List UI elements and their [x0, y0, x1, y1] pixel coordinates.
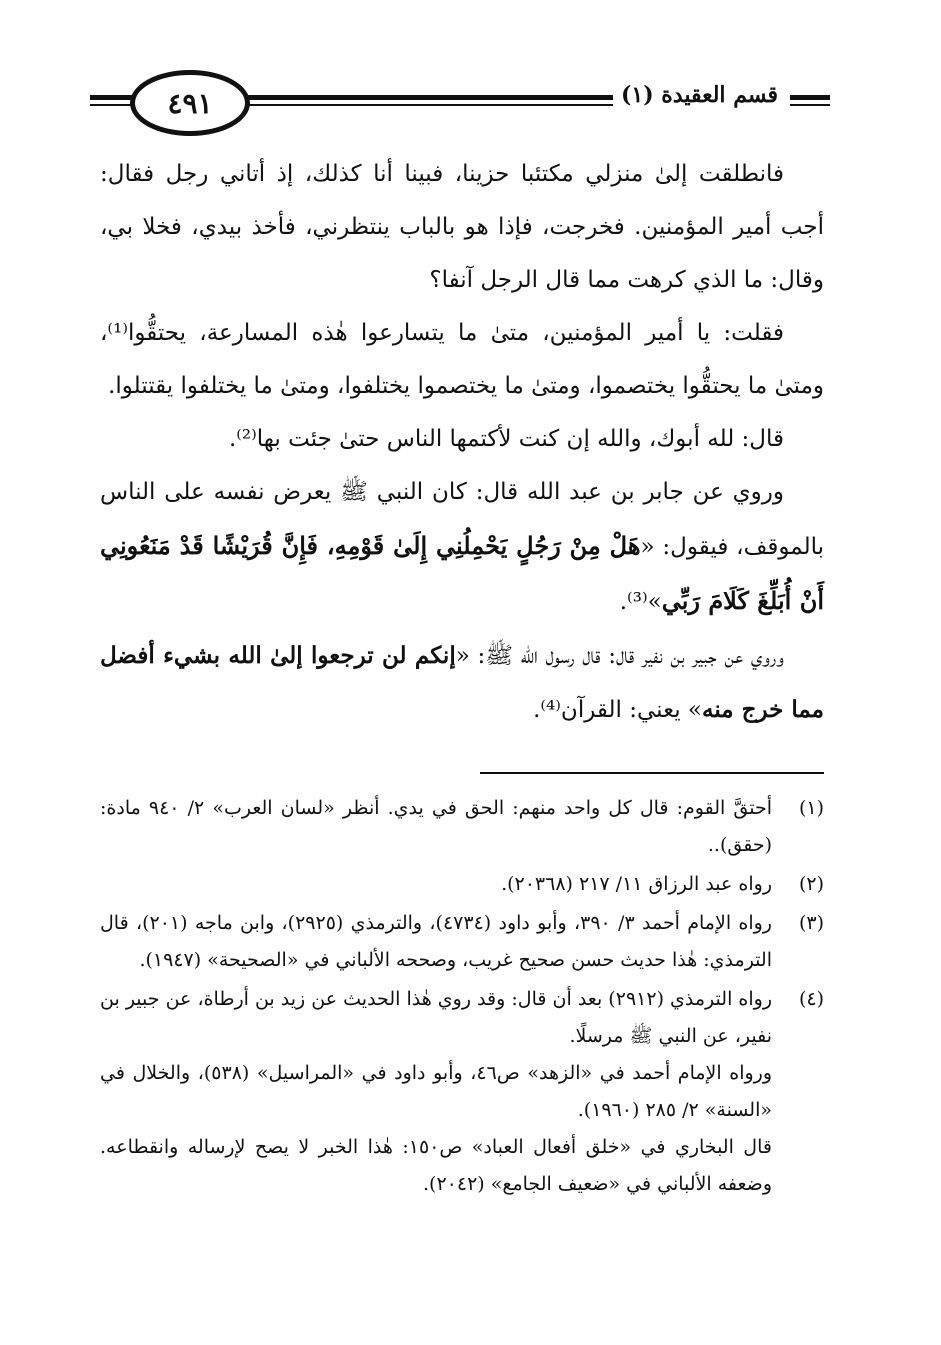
footnote-2: [100, 866, 824, 903]
footnote-body: [100, 905, 772, 979]
paragraph-5-end: » يعني: القرآن⁽⁴⁾.: [533, 697, 702, 723]
footnotes: [100, 790, 824, 1205]
paragraph-4-end: »⁽³⁾.: [619, 589, 662, 615]
footnote-text: ورواه الإمام أحمد في «الزهد» ص٤٦، وأبو داود في «المراسيل» (٥٣٨)، والخلال في «السنة» ٢/ ٢٨٥ (١٩٦٠).: [100, 1062, 773, 1121]
footnote-number: (٤): [798, 988, 824, 1010]
paragraph-5: [100, 629, 824, 737]
footnote-text: قال البخاري في «خلق أفعال العباد» ص١٥٠: هٰذا الخبر لا يصح لإرساله وانقطاعه. وضعفه الألباني في «ضعيف الجامع» (٢٠٤٢).: [100, 1136, 772, 1195]
page-number-text: ٤٩١: [167, 86, 213, 120]
footnote-text: رواه الترمذي (٢٩١٢) بعد أن قال: وقد روي هٰذا الحديث عن زيد بن أرطاة، عن جبير بن نفير، عن النبي ﷺ مرسلًا.: [100, 988, 772, 1047]
header-rule-right: [200, 95, 670, 100]
header-rule-end: [790, 95, 830, 100]
paragraph-4-intro: وروي عن جابر بن عبد الله قال: كان النبي ﷺ يعرض نفسه على الناس بالموقف، فيقول: «: [100, 479, 824, 560]
footnote-text: رواه الإمام أحمد ٣/ ٣٩٠، وأبو داود (٤٧٣٤)، والترمذي (٢٩٢٥)، وابن ماجه (٢٠١)، قال الترمذي: هٰذا حديث حسن صحيح غريب، وصححه الألباني في «الصحيحة» (١٩٤٧).: [100, 912, 772, 971]
paragraph-3: قال: لله أبوك، والله إن كنت لأكتمها الناس حتىٰ جئت بها⁽²⁾.: [228, 426, 784, 452]
footnote-divider: [480, 772, 824, 774]
paragraph-5-intro: وروي عن جبير بن نفير قال: قال رسول الله ﷺ: «: [455, 643, 784, 669]
hadith-quote-1: هَلْ مِنْ رَجُلٍ يَحْمِلُنِي إِلَىٰ قَوْمِهِ، فَإِنَّ قُرَيْشًا قَدْ مَنَعُونِي أَنْ أُبَلِّغَ كَلَامَ رَبِّي: [100, 531, 824, 615]
footnote-1: [100, 790, 824, 864]
header-rule-right-thin: [200, 104, 670, 106]
page-number: [130, 70, 250, 136]
footnote-number: (٢): [798, 873, 824, 895]
footnote-body: [100, 866, 772, 903]
footnote-body: [100, 981, 772, 1203]
footnote-number: (٣): [798, 912, 824, 934]
footnote-body: [100, 790, 772, 864]
footnote-text: أحتقَّ القوم: قال كل واحد منهم: الحق في يدي. أنظر «لسان العرب» ٢/ ٩٤٠ مادة: (حقق)..: [100, 797, 772, 856]
paragraph-4: [100, 466, 824, 629]
footnote-3: [100, 905, 824, 979]
footnote-text: رواه عبد الرزاق ١١/ ٢١٧ (٢٠٣٦٨).: [501, 873, 772, 895]
footnote-4: [100, 981, 824, 1203]
hadith-quote-2: إنكم لن ترجعوا إلىٰ الله بشيء أفضل مما خرج منه: [100, 642, 824, 723]
main-text: [100, 148, 824, 737]
page-header: [90, 68, 830, 132]
paragraph-2: فقلت: يا أمير المؤمنين، متىٰ ما يتسارعوا هٰذه المسارعة، يحتقُّوا⁽¹⁾، ومتىٰ ما يحتقُّوا يختصموا، ومتىٰ ما يختصموا يختلفوا، ومتىٰ ما يختلفوا يقتتلوا.: [100, 320, 824, 399]
footnote-number: (١): [798, 797, 824, 819]
header-rule-end-thin: [790, 104, 830, 106]
paragraph-1: فانطلقت إلىٰ منزلي مكتئبا حزينا، فبينا أنا كذلك، إذ أتاني رجل فقال: أجب أمير المؤمنين. فخرجت، فإذا هو بالباب ينتظرني، فأخذ بيدي، فخلا بي، وقال: ما الذي كرهت مما قال الرجل آنفا؟: [100, 161, 824, 293]
section-title: قسم العقيدة (١): [613, 82, 786, 108]
